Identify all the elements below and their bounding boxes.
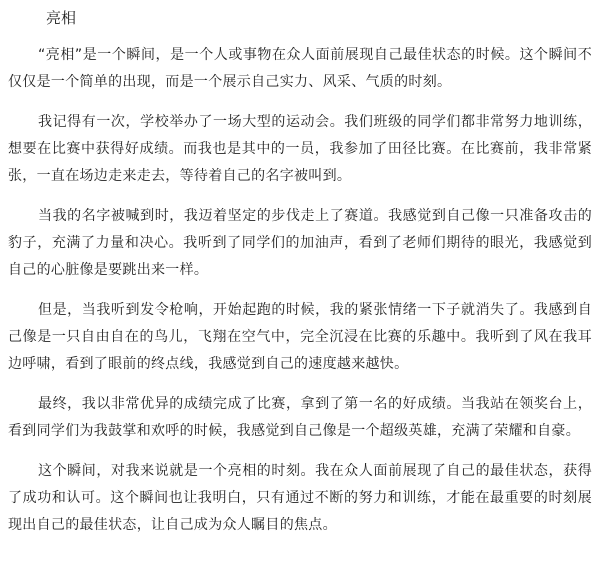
paragraph-2: 我记得有一次，学校举办了一场大型的运动会。我们班级的同学们都非常努力地训练，想要在比赛中获得好成绩。而我也是其中的一员，我参加了田径比赛。在比赛前，我非常紧张，一直在场边走来走去，等待着自己的名字被叫到。 bbox=[8, 114, 592, 184]
paragraph-1: “亮相”是一个瞬间，是一个人或事物在众人面前展现自己最佳状态的时候。这个瞬间不仅仅是一个简单的出现，而是一个展示自己实力、风采、气质的时刻。 bbox=[8, 47, 592, 90]
paragraph-5: 最终，我以非常优异的成绩完成了比赛，拿到了第一名的好成绩。当我站在领奖台上，看到同学们为我鼓掌和欢呼的时候，我感觉到自己像是一个超级英雄，充满了荣耀和自豪。 bbox=[8, 396, 592, 439]
paragraph-4: 但是，当我听到发令枪响，开始起跑的时候，我的紧张情绪一下子就消失了。我感到自己像是一只自由自在的鸟儿，飞翔在空气中，完全沉浸在比赛的乐趣中。我听到了风在我耳边呼啸，看到了眼前的终点线，我感觉到自己的速度越来越快。 bbox=[8, 302, 592, 372]
paragraph-6: 这个瞬间，对我来说就是一个亮相的时刻。我在众人面前展现了自己的最佳状态，获得了成功和认可。这个瞬间也让我明白，只有通过不断的努力和训练，才能在最重要的时刻展现出自己的最佳状态，让自己成为众人瞩目的焦点。 bbox=[8, 463, 592, 533]
paragraph-3: 当我的名字被喊到时，我迈着坚定的步伐走上了赛道。我感觉到自己像一只准备攻击的豹子，充满了力量和决心。我听到了同学们的加油声，看到了老师们期待的眼光，我感觉到自己的心脏像是要跳出来一样。 bbox=[8, 208, 592, 278]
essay-title: 亮相 bbox=[46, 9, 77, 27]
